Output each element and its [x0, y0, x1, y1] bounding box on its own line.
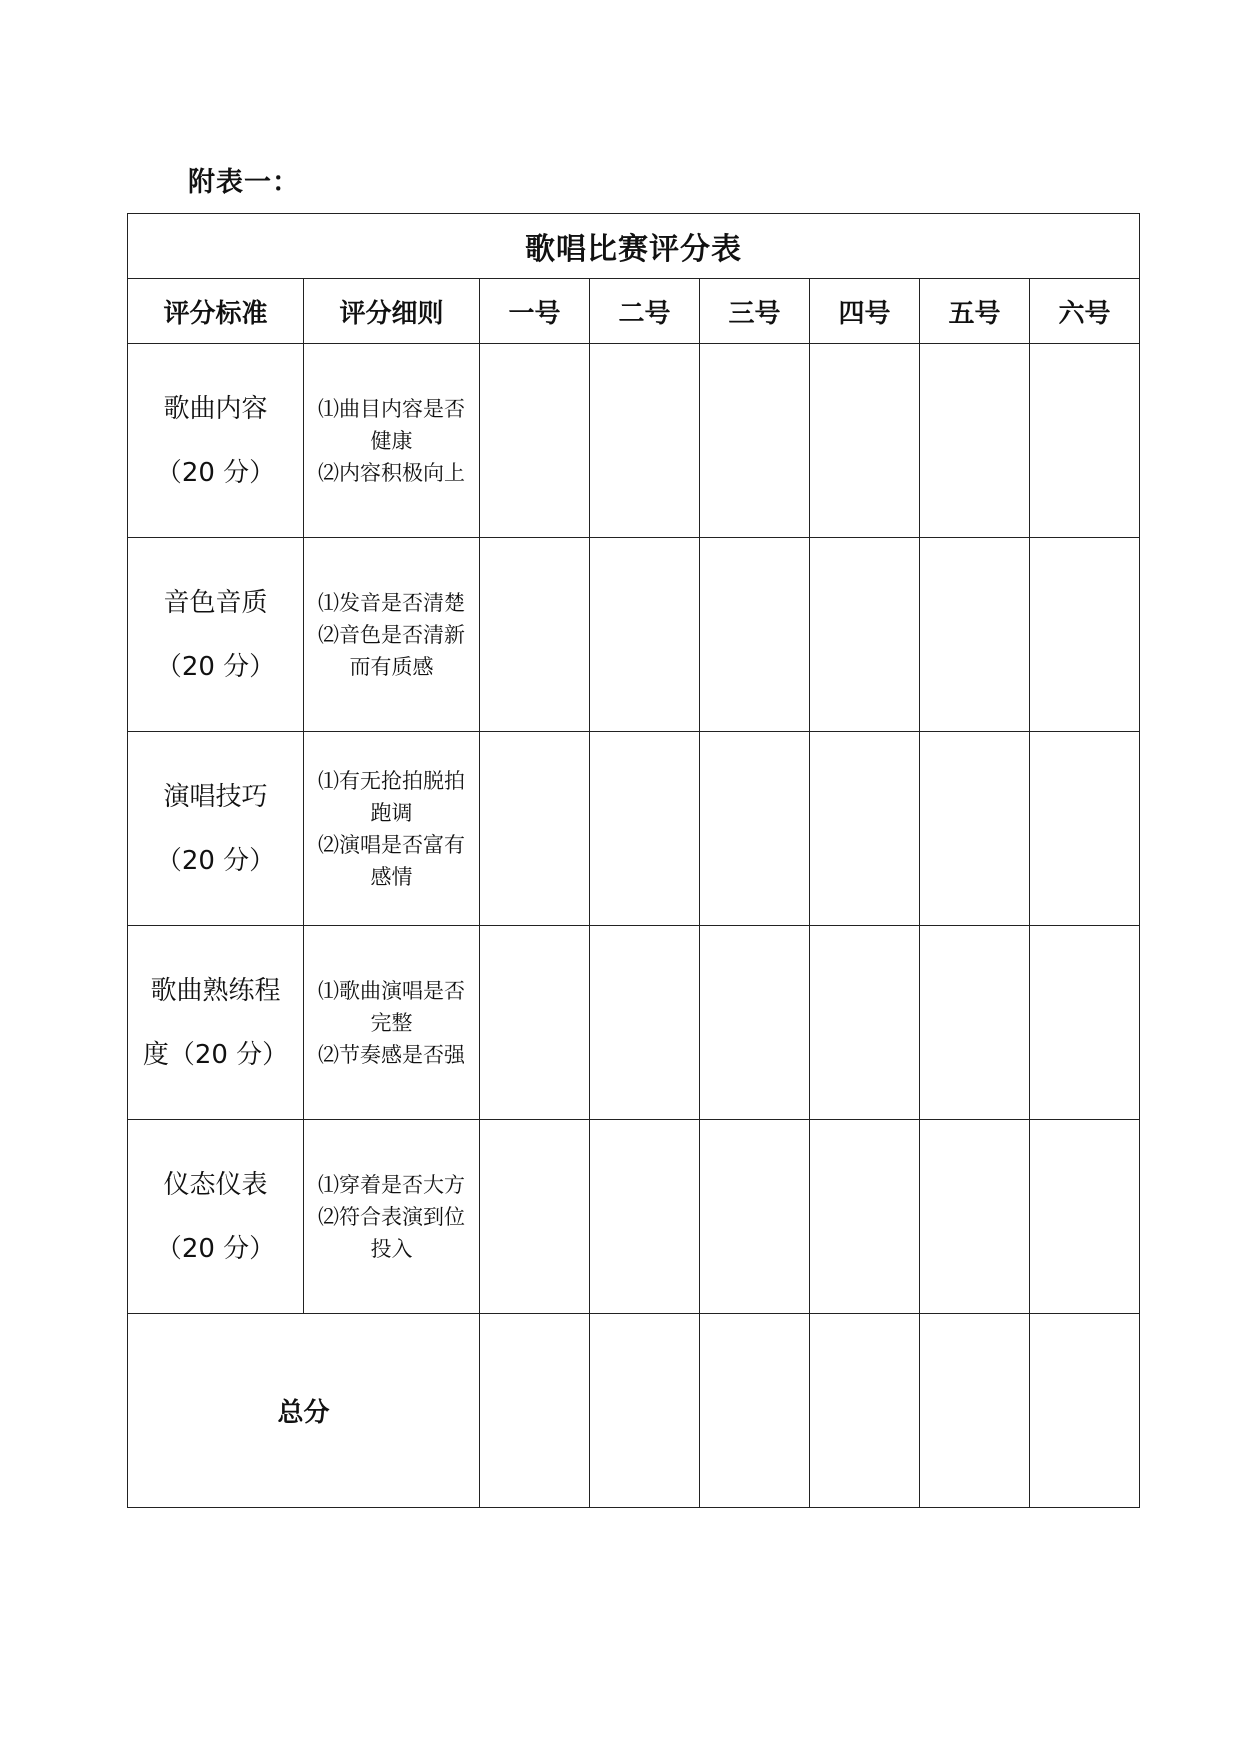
score-cell[interactable]	[700, 732, 810, 926]
criterion-points: （20 分）	[155, 457, 276, 488]
score-cell[interactable]	[810, 1120, 920, 1314]
total-label: 总分	[128, 1314, 480, 1508]
score-cell[interactable]	[810, 926, 920, 1120]
score-cell[interactable]	[480, 1120, 590, 1314]
title-row	[128, 214, 1140, 279]
page-heading: 附表一：	[188, 167, 300, 198]
criterion-cell	[128, 732, 304, 926]
score-cell[interactable]	[590, 538, 700, 732]
header-contestant-2: 二号	[590, 279, 700, 344]
criterion-points: （20 分）	[155, 651, 276, 682]
detail-item: ⑴穿着是否大方	[318, 1172, 465, 1197]
table-row	[128, 1120, 1140, 1314]
criterion-name: 歌曲熟练程	[150, 975, 281, 1006]
score-cell[interactable]	[810, 538, 920, 732]
table-title: 歌唱比赛评分表	[128, 214, 1140, 279]
score-cell[interactable]	[590, 732, 700, 926]
criterion-points: （20 分）	[155, 1233, 276, 1264]
score-cell[interactable]	[700, 1120, 810, 1314]
score-cell[interactable]	[1030, 1120, 1140, 1314]
detail-item: ⑵内容积极向上	[318, 460, 465, 485]
detail-cell	[304, 732, 480, 926]
criterion-name: 演唱技巧	[163, 781, 268, 812]
criterion-name: 歌曲内容	[163, 393, 268, 424]
criterion-cell	[128, 344, 304, 538]
total-cell[interactable]	[810, 1314, 920, 1508]
detail-cell	[304, 538, 480, 732]
total-cell[interactable]	[1030, 1314, 1140, 1508]
header-contestant-6: 六号	[1030, 279, 1140, 344]
total-cell[interactable]	[590, 1314, 700, 1508]
criterion-cell	[128, 926, 304, 1120]
score-cell[interactable]	[480, 344, 590, 538]
header-contestant-5: 五号	[920, 279, 1030, 344]
header-detail: 评分细则	[304, 279, 480, 344]
criterion-name: 音色音质	[163, 587, 268, 618]
detail-item: ⑵符合表演到位投入	[318, 1204, 465, 1261]
criterion-name: 仪态仪表	[163, 1169, 268, 1200]
detail-item: ⑵节奏感是否强	[318, 1042, 465, 1067]
table-row	[128, 732, 1140, 926]
detail-item: ⑴曲目内容是否健康	[318, 396, 465, 453]
score-cell[interactable]	[810, 344, 920, 538]
header-criterion: 评分标准	[128, 279, 304, 344]
score-cell[interactable]	[590, 926, 700, 1120]
detail-item: ⑴有无抢拍脱拍跑调	[318, 768, 465, 825]
detail-cell	[304, 344, 480, 538]
table-row	[128, 926, 1140, 1120]
score-cell[interactable]	[810, 732, 920, 926]
score-cell[interactable]	[1030, 344, 1140, 538]
total-row	[128, 1314, 1140, 1508]
criterion-points: （20 分）	[155, 845, 276, 876]
header-contestant-1: 一号	[480, 279, 590, 344]
score-cell[interactable]	[920, 732, 1030, 926]
score-cell[interactable]	[1030, 732, 1140, 926]
total-cell[interactable]	[480, 1314, 590, 1508]
detail-cell	[304, 1120, 480, 1314]
score-cell[interactable]	[920, 344, 1030, 538]
total-cell[interactable]	[700, 1314, 810, 1508]
score-cell[interactable]	[700, 926, 810, 1120]
score-cell[interactable]	[480, 538, 590, 732]
score-cell[interactable]	[700, 538, 810, 732]
score-cell[interactable]	[480, 732, 590, 926]
score-cell[interactable]	[1030, 926, 1140, 1120]
header-row	[128, 279, 1140, 344]
score-cell[interactable]	[920, 926, 1030, 1120]
score-cell[interactable]	[920, 1120, 1030, 1314]
score-cell[interactable]	[480, 926, 590, 1120]
total-cell[interactable]	[920, 1314, 1030, 1508]
header-contestant-4: 四号	[810, 279, 920, 344]
score-cell[interactable]	[920, 538, 1030, 732]
detail-item: ⑵演唱是否富有感情	[318, 832, 465, 889]
header-contestant-3: 三号	[700, 279, 810, 344]
score-cell[interactable]	[1030, 538, 1140, 732]
score-cell[interactable]	[590, 1120, 700, 1314]
table-row	[128, 344, 1140, 538]
criterion-cell	[128, 1120, 304, 1314]
table-row	[128, 538, 1140, 732]
score-cell[interactable]	[700, 344, 810, 538]
detail-item: ⑴歌曲演唱是否完整	[318, 978, 465, 1035]
detail-cell	[304, 926, 480, 1120]
detail-item: ⑵音色是否清新而有质感	[318, 622, 465, 679]
detail-item: ⑴发音是否清楚	[318, 590, 465, 615]
criterion-cell	[128, 538, 304, 732]
criterion-points: 度（20 分）	[142, 1039, 289, 1070]
score-cell[interactable]	[590, 344, 700, 538]
score-table	[127, 213, 1140, 1508]
